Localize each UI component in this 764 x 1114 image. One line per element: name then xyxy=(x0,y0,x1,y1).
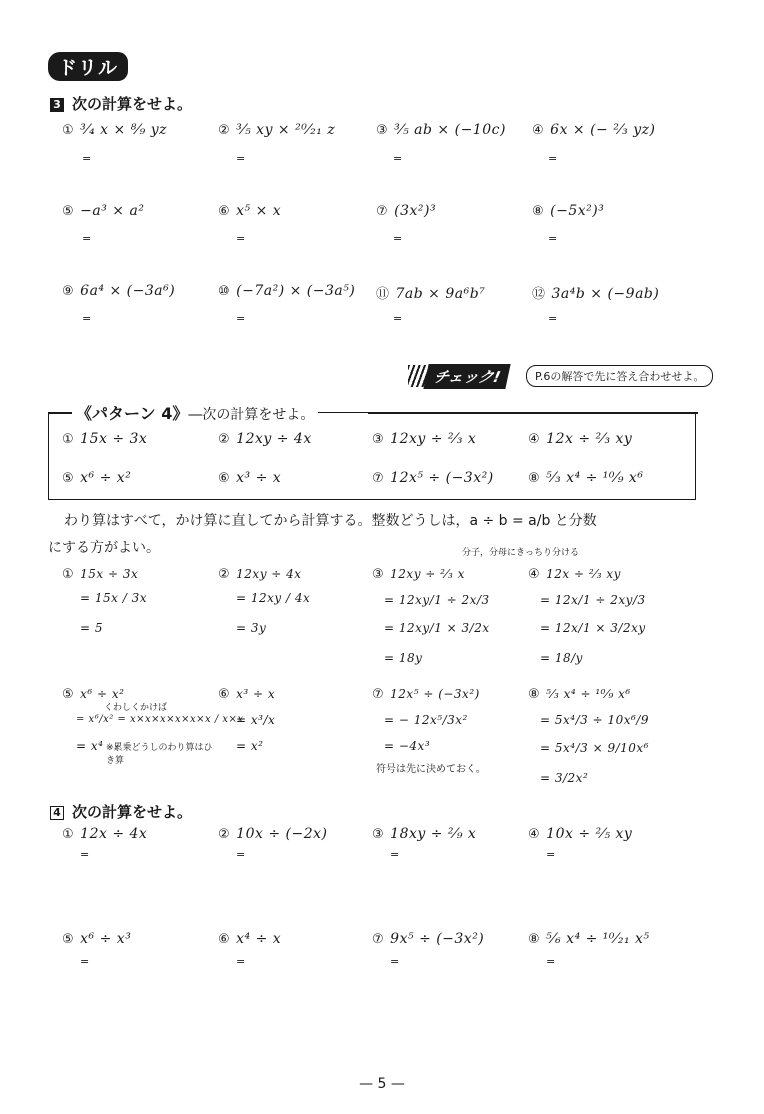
w7-question: ⑦ 12x⁵ ÷ (−3x²) xyxy=(372,687,480,702)
w8-step-2: = 5x⁴/3 × 9/10x⁶ xyxy=(540,741,649,755)
s4-answer-1[interactable]: = xyxy=(80,848,90,861)
s4-answer-3[interactable]: = xyxy=(390,848,400,861)
s4-problem-8: ⑧ ⁵⁄₆ x⁴ ÷ ¹⁰⁄₂₁ x⁵ xyxy=(528,931,650,947)
s3-problem-12: ⑫ 3a⁴b × (−9ab) xyxy=(532,286,660,302)
explanation-line-2: にする方がよい。 xyxy=(48,540,160,556)
s3-problem-3: ③ ³⁄₅ ab × (−10c) xyxy=(376,122,506,138)
explanation-line-1: わり算はすべて，かけ算に直してから計算する。整数どうしは，a ÷ b = a/b と分数 xyxy=(64,513,597,529)
w4-step-3: = 18/y xyxy=(540,651,583,665)
s3-problem-11: ⑪ 7ab × 9a⁶b⁷ xyxy=(376,286,486,302)
s4-problem-6: ⑥ x⁴ ÷ x xyxy=(218,931,282,947)
check-label: チェック! xyxy=(423,364,511,389)
w1-step-2: = 5 xyxy=(80,621,104,635)
s3-problem-8: ⑧ (−5x²)³ xyxy=(532,203,605,219)
s4-problem-2: ② 10x ÷ (−2x) xyxy=(218,826,328,842)
w7-step-2: = −4x³ xyxy=(384,739,431,753)
page-number: — 5 — xyxy=(359,1076,405,1092)
s4-problem-1: ① 12x ÷ 4x xyxy=(62,826,148,842)
s3-answer-4[interactable]: = xyxy=(548,152,558,165)
s4-answer-5[interactable]: = xyxy=(80,955,90,968)
w4-question: ④ 12x ÷ ²⁄₃ xy xyxy=(528,567,621,582)
w3-question: ③ 12xy ÷ ²⁄₃ x xyxy=(372,567,465,582)
drill-logo: ドリル xyxy=(48,52,128,81)
s3-answer-12[interactable]: = xyxy=(548,312,558,325)
section3-number: 3 xyxy=(50,98,64,112)
s3-answer-6[interactable]: = xyxy=(236,232,246,245)
pattern4-box xyxy=(48,412,696,500)
check-note: P.6の解答で先に答え合わせせよ。 xyxy=(526,365,713,387)
w3-note: 分子，分母にきっちり分ける xyxy=(462,548,580,558)
s4-problem-3: ③ 18xy ÷ ²⁄₉ x xyxy=(372,826,477,842)
section4-number: 4 xyxy=(50,806,64,820)
s3-answer-11[interactable]: = xyxy=(393,312,403,325)
s3-problem-4: ④ 6x × (− ²⁄₃ yz) xyxy=(532,122,656,138)
w3-step-2: = 12xy/1 × 3/2x xyxy=(384,621,490,635)
s3-answer-2[interactable]: = xyxy=(236,152,246,165)
section3-title: 次の計算をせよ。 xyxy=(72,95,193,113)
s4-answer-8[interactable]: = xyxy=(546,955,556,968)
s3-answer-5[interactable]: = xyxy=(82,232,92,245)
w5-step-2: = x⁴ xyxy=(76,739,104,753)
s3-problem-5: ⑤ −a³ × a² xyxy=(62,203,145,219)
check-banner xyxy=(408,363,705,389)
s3-problem-2: ② ³⁄₅ xy × ²⁰⁄₂₁ z xyxy=(218,122,336,138)
s3-answer-1[interactable]: = xyxy=(82,152,92,165)
p4-problem-6: ⑥ x³ ÷ x xyxy=(218,470,282,486)
section3-heading xyxy=(50,93,192,114)
s3-problem-6: ⑥ x⁵ × x xyxy=(218,203,282,219)
s3-answer-8[interactable]: = xyxy=(548,232,558,245)
s4-answer-2[interactable]: = xyxy=(236,848,246,861)
title-rule-left xyxy=(48,412,72,414)
w4-step-2: = 12x/1 × 3/2xy xyxy=(540,621,646,635)
section4-title: 次の計算をせよ。 xyxy=(72,803,193,821)
s3-problem-7: ⑦ (3x²)³ xyxy=(376,203,437,219)
s3-problem-9: ⑨ 6a⁴ × (−3a⁶) xyxy=(62,283,176,299)
pattern4-subtitle: ―次の計算をせよ。 xyxy=(188,407,315,423)
s3-problem-1: ① ³⁄₄ x × ⁸⁄₉ yz xyxy=(62,122,167,138)
w2-step-2: = 3y xyxy=(236,621,267,635)
w5-note-1: くわしくかけば xyxy=(104,703,168,713)
s3-problem-10: ⑩ (−7a²) × (−3a⁵) xyxy=(218,283,356,299)
w7-note: 符号は先に決めておく。 xyxy=(376,764,486,775)
s4-problem-5: ⑤ x⁶ ÷ x³ xyxy=(62,931,132,947)
w6-step-1: = x³/x xyxy=(236,713,276,727)
w8-step-1: = 5x⁴/3 ÷ 10x⁶/9 xyxy=(540,713,649,727)
p4-problem-1: ① 15x ÷ 3x xyxy=(62,431,148,447)
w6-question: ⑥ x³ ÷ x xyxy=(218,687,276,702)
p4-problem-4: ④ 12x ÷ ²⁄₃ xy xyxy=(528,431,633,447)
s4-answer-6[interactable]: = xyxy=(236,955,246,968)
w8-step-3: = 3/2x² xyxy=(540,771,589,785)
p4-problem-3: ③ 12xy ÷ ²⁄₃ x xyxy=(372,431,477,447)
p4-problem-8: ⑧ ⁵⁄₃ x⁴ ÷ ¹⁰⁄₉ x⁶ xyxy=(528,470,644,486)
w7-step-1: = − 12x⁵/3x² xyxy=(384,713,468,727)
s4-problem-4: ④ 10x ÷ ²⁄₅ xy xyxy=(528,826,633,842)
w4-step-1: = 12x/1 ÷ 2xy/3 xyxy=(540,593,646,607)
w5-note-2: ※累乗どうしのわり算はひき算 xyxy=(106,743,213,766)
p4-problem-7: ⑦ 12x⁵ ÷ (−3x²) xyxy=(372,470,494,486)
w1-question: ① 15x ÷ 3x xyxy=(62,567,139,582)
section4-heading xyxy=(50,801,192,822)
s3-answer-3[interactable]: = xyxy=(393,152,403,165)
w5-question: ⑤ x⁶ ÷ x² xyxy=(62,687,125,702)
s3-answer-7[interactable]: = xyxy=(393,232,403,245)
pattern4-title-bar xyxy=(48,401,698,423)
w8-question: ⑧ ⁵⁄₃ x⁴ ÷ ¹⁰⁄₉ x⁶ xyxy=(528,687,631,702)
p4-problem-5: ⑤ x⁶ ÷ x² xyxy=(62,470,132,486)
p4-problem-2: ② 12xy ÷ 4x xyxy=(218,431,312,447)
s4-problem-7: ⑦ 9x⁵ ÷ (−3x²) xyxy=(372,931,485,947)
w3-step-3: = 18y xyxy=(384,651,423,665)
w3-step-1: = 12xy/1 ÷ 2x/3 xyxy=(384,593,490,607)
w5-step-1: = x⁶/x² = x×x×x×x×x×x / x×x xyxy=(76,714,244,725)
w6-step-2: = x² xyxy=(236,739,264,753)
s3-answer-9[interactable]: = xyxy=(82,312,92,325)
w1-step-1: = 15x / 3x xyxy=(80,591,147,605)
s4-answer-4[interactable]: = xyxy=(546,848,556,861)
w2-question: ② 12xy ÷ 4x xyxy=(218,567,302,582)
s4-answer-7[interactable]: = xyxy=(390,955,400,968)
s3-answer-10[interactable]: = xyxy=(236,312,246,325)
title-rule-right xyxy=(368,412,698,414)
pattern4-title: 《パターン 4》―次の計算をせよ。 xyxy=(72,401,318,424)
w2-step-1: = 12xy / 4x xyxy=(236,591,311,605)
